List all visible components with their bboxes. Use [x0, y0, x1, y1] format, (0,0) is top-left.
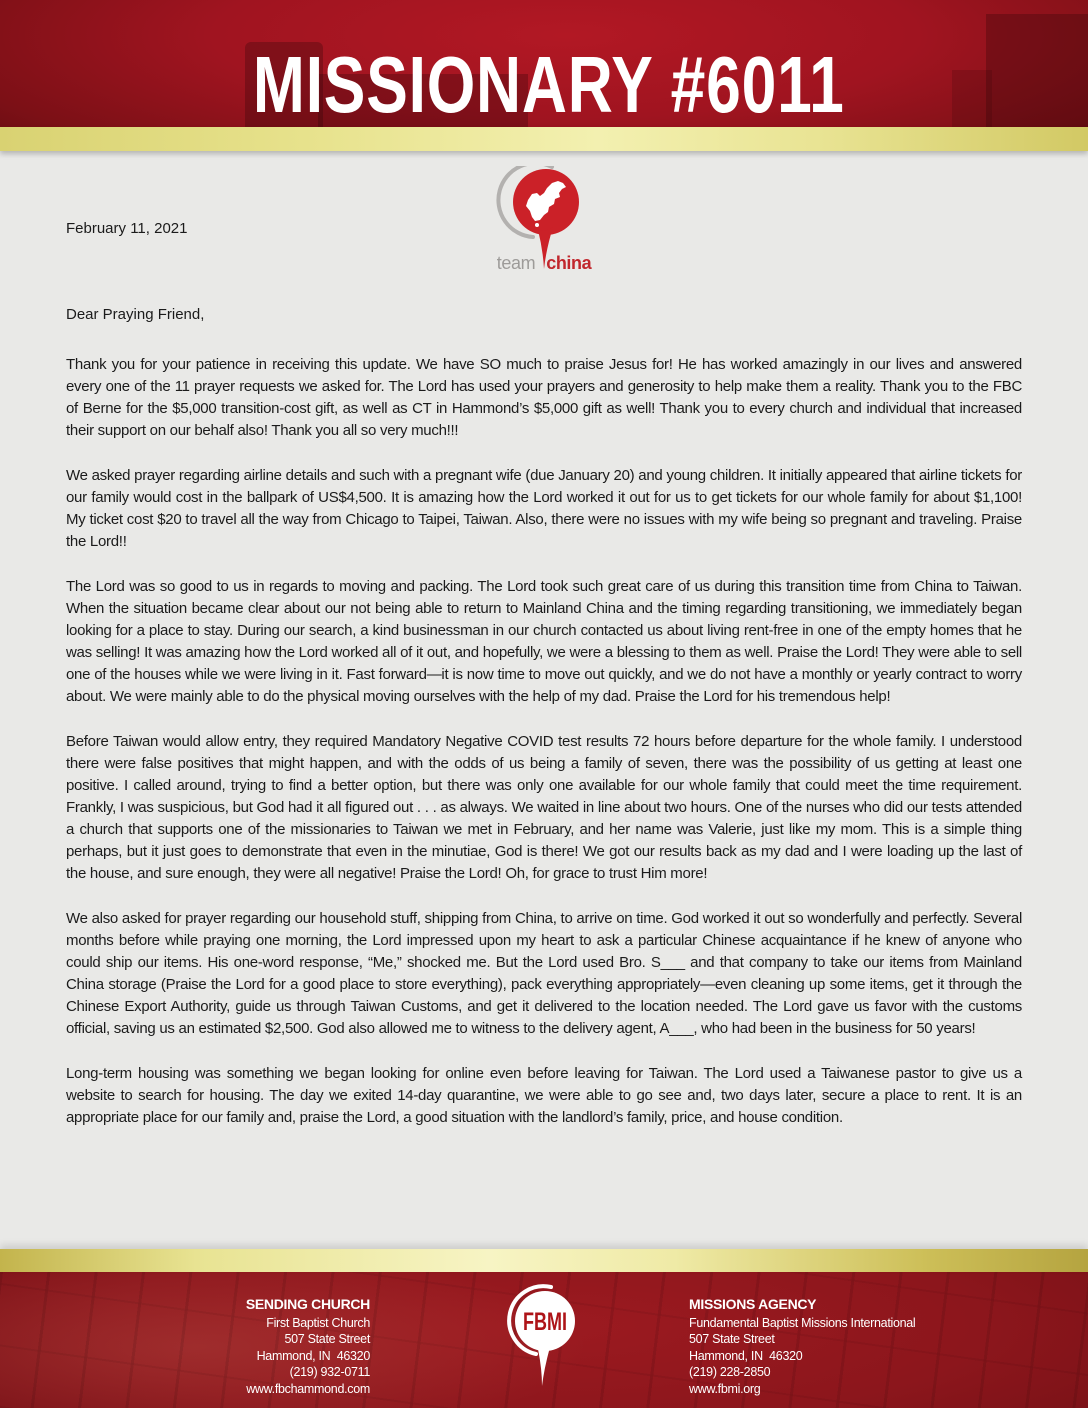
sending-church-website: www.fbchammond.com	[246, 1381, 370, 1396]
team-label: team	[496, 253, 536, 273]
gold-stripe-top	[0, 127, 1088, 151]
sending-church-street: 507 State Street	[284, 1332, 370, 1347]
sending-church-name: First Baptist Church	[266, 1316, 370, 1330]
sending-church-city: Hammond, IN 46320	[256, 1348, 370, 1363]
fbmi-logo-text: FBMI	[523, 1308, 567, 1336]
fbmi-logo	[489, 1283, 599, 1394]
fbmi-pin-icon	[489, 1283, 599, 1389]
missions-agency-street: 507 State Street	[689, 1332, 775, 1347]
salutation: Dear Praying Friend,	[66, 306, 205, 323]
gold-stripe-bottom	[0, 1249, 1088, 1272]
team-china-logo	[474, 166, 614, 272]
missions-agency-heading: MISSIONS AGENCY	[689, 1296, 817, 1312]
china-label: china	[546, 253, 592, 273]
missions-agency-phone: (219) 228-2850	[689, 1365, 771, 1380]
sending-church-phone: (219) 932-0711	[289, 1365, 370, 1380]
sending-church-block	[0, 1296, 370, 1397]
missions-agency-website: www.fbmi.org	[689, 1381, 761, 1396]
missions-agency-city: Hammond, IN 46320	[689, 1348, 803, 1363]
paragraph-housing: Long-term housing was something we began looking for online even before leaving for Taiwan. The Lord used a Taiwanese pastor to give us a website to search for housing. The day we exited 14-day quarantine, we were able to go see and, two days later, secure a place to rent. It is an appropriate place for our family and, praise the Lord, a good situation with the landlord’s family, price, and house condition.	[66, 1065, 1022, 1126]
paragraph-shipping: We also asked for prayer regarding our household stuff, shipping from China, to arrive on time. God worked it out so wonderfully and perfectly. Several months before while praying one morning, the Lord impressed upon my heart to ask a particular Chinese acquaintance if he knew of anyone who could ship our items. His one-word response, “Me,” shocked me. But the Lord used Bro. S___ and that company to take our items from Mainland China storage (Praise the Lord for a good place to store everything), pack everything appropriately—even cleaning up some items, get it through the Chinese Export Authority, guide us through Taiwan Customs, and get it delivered to the location needed. The Lord gave us favor with the customs official, saving us an estimated $2,500. God also allowed me to witness to the delivery agent, A___, who had been in the business for 50 years!	[66, 910, 1022, 1037]
paragraph-moving: The Lord was so good to us in regards to moving and packing. The Lord took such great care of us during this transition time from China to Taiwan. When the situation became clear about our not being able to return to Mainland China and the timing regarding transitioning, we immediately began looking for a place to stay. During our search, a kind businessman in our church contacted us about living rent-free in one of the empty homes that he was selling! It was amazing how the Lord worked all of it out, and hopefully, we were a blessing to them as well. Praise the Lord! They were able to sell one of the houses while we were living in it. Fast forward—it is now time to move out quickly, and we do not have a monthly or yearly contract to worry about. We were mainly able to do the physical moving ourselves with the help of my dad. Praise the Lord for his tremendous help!	[66, 578, 1022, 705]
footer-banner	[0, 1272, 1088, 1408]
sending-church-heading: SENDING CHURCH	[245, 1296, 370, 1312]
paragraph-thanks: Thank you for your patience in receiving this update. We have SO much to praise Jesus for! He has worked amazingly in our lives and answered every one of the 11 prayer requests we asked for. The Lord has used your prayers and generosity to help make them a reality. Thank you to the FBC of Berne for the $5,000 transition-cost gift, as well as CT in Hammond’s $5,000 gift as well! Thank you to every church and individual that increased their support on our behalf also! Thank you all so very much!!!	[66, 356, 1022, 439]
missions-agency-block	[689, 1296, 1061, 1397]
paragraph-airline: We asked prayer regarding airline details and such with a pregnant wife (due January 20) and young children. It initially appeared that airline tickets for our family would cost in the ballpark of US$4,500. It is amazing how the Lord worked it out for us to get tickets for our whole family for about $1,100! My ticket cost $20 to travel all the way from Chicago to Taipei, Taiwan. Also, there were no issues with my wife being so pregnant and traveling. Praise the Lord!!	[66, 467, 1022, 550]
page-title: MISSIONARY #6011	[252, 40, 845, 127]
letter-date: February 11, 2021	[66, 220, 188, 237]
missions-agency-name: Fundamental Baptist Missions International	[689, 1316, 916, 1330]
paragraph-covid-tests: Before Taiwan would allow entry, they required Mandatory Negative COVID test results 72 hours before departure for the whole family. I understood there were false positives that might happen, and with the odds of us being a family of seven, there was the possibility of us getting at least one positive. I called around, trying to find a better option, but there was only one available for our whole family that could meet the time requirement. Frankly, I was suspicious, but God had it all figured out . . . as always. We waited in line about two hours. One of the nurses who did our tests attended a church that supports one of the missionaries to Taiwan we met in February, and her name was Valerie, just like my mom. This is a simple thing perhaps, but it just goes to demonstrate that even in the minutiae, God is there! We got our results back as my dad and I were loading up the last of the house, and sure enough, they were all negative! Praise the Lord! Oh, for grace to trust Him more!	[66, 733, 1022, 882]
